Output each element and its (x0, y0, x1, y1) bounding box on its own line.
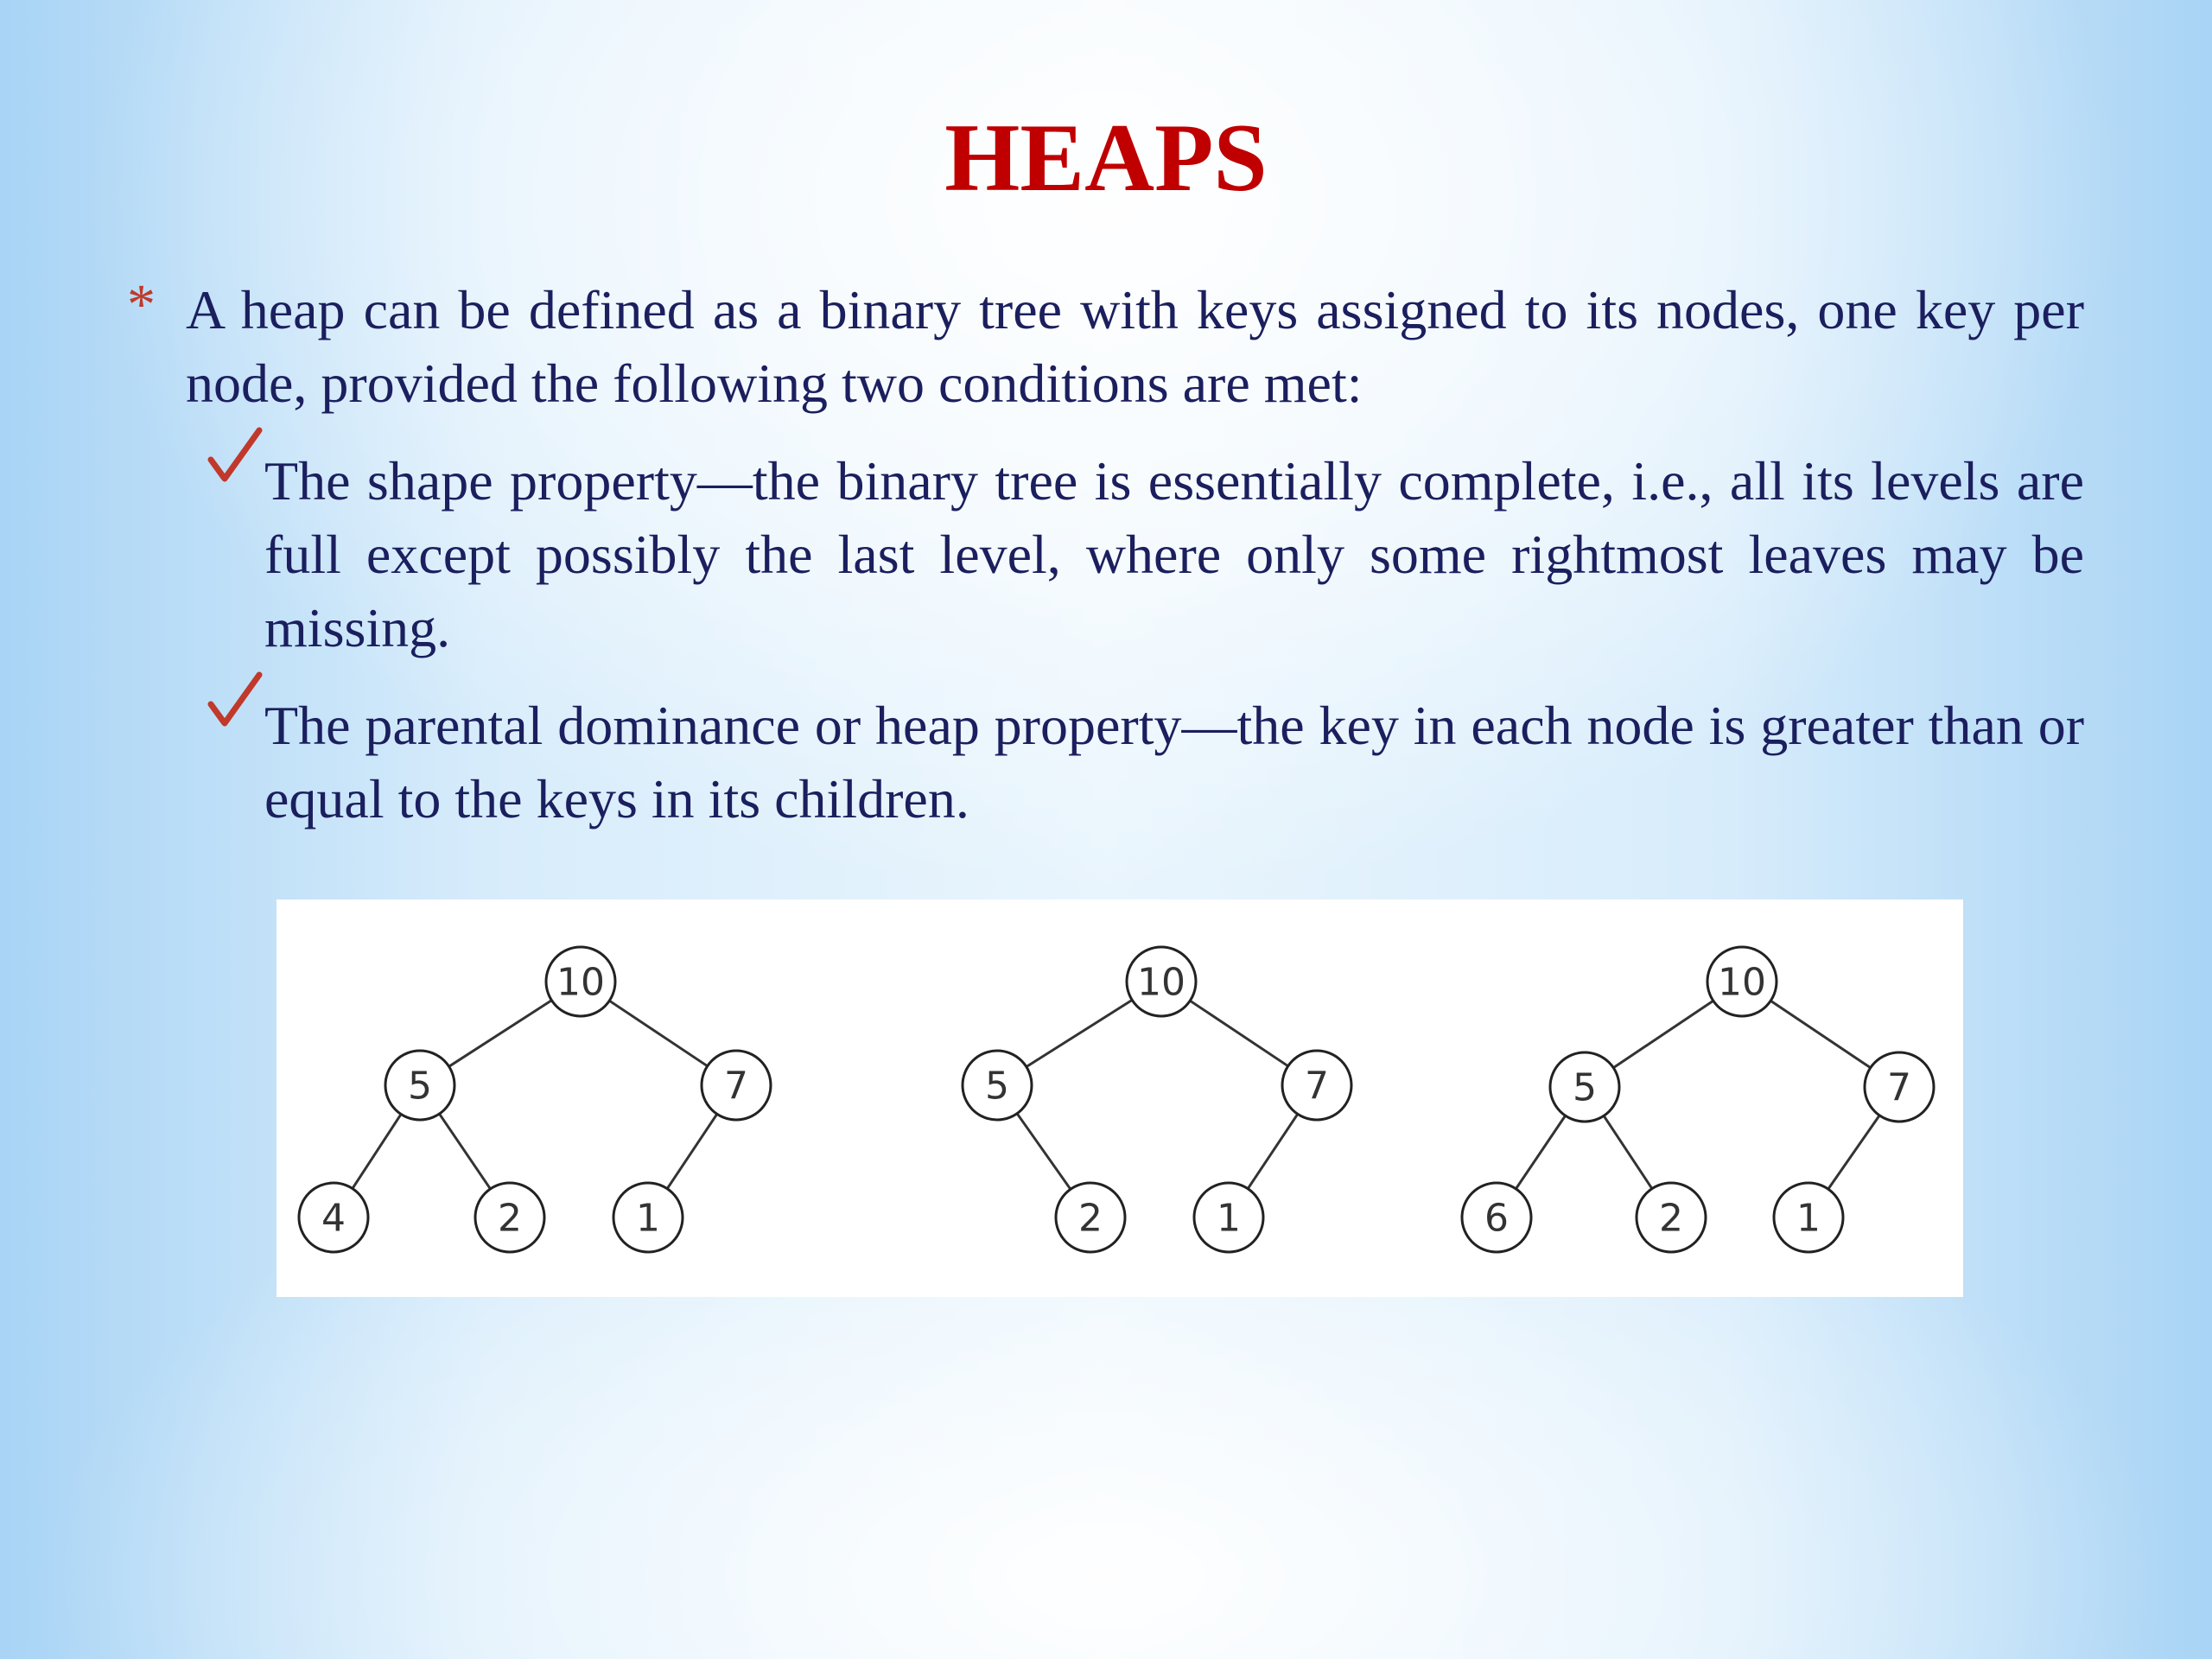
node-key: 5 (408, 1064, 432, 1109)
binary-tree-3 (1462, 947, 1934, 1252)
node-key: 2 (498, 1196, 522, 1241)
node-key: 4 (321, 1196, 346, 1241)
node-key: 1 (636, 1196, 660, 1241)
tree-edge (1828, 1116, 1879, 1189)
node-key: 1 (1217, 1196, 1241, 1241)
tree-node (475, 1183, 544, 1252)
tree-edge (1017, 1114, 1071, 1190)
tree-node (546, 947, 615, 1016)
node-key: 10 (556, 960, 605, 1005)
node-key: 6 (1484, 1196, 1509, 1241)
heap-property-text: The parental dominance or heap property—the key in each node is greater than or equal to the keys in its children. (264, 695, 2084, 830)
asterisk-bullet-icon: * (127, 273, 156, 336)
tree-edge (1248, 1114, 1298, 1188)
tree-node (1462, 1183, 1531, 1252)
node-key: 7 (1887, 1065, 1911, 1110)
node-key: 2 (1078, 1196, 1103, 1241)
checkmark-icon (206, 670, 264, 732)
node-key: 7 (1305, 1064, 1329, 1109)
tree-node (1282, 1051, 1351, 1120)
tree-edge (1027, 1000, 1132, 1066)
checkmark-icon (206, 425, 264, 487)
shape-property-text: The shape property—the binary tree is essentially complete, i.e., all its levels are full except possibly the last level, where only some rightmost leaves may be missing. (264, 450, 2084, 658)
tree-edge (1770, 1001, 1871, 1067)
tree-node (1637, 1183, 1706, 1252)
tree-node (299, 1183, 368, 1252)
heap-property-bullet (264, 689, 2084, 836)
tree-edge (609, 1001, 707, 1066)
tree-edge (439, 1114, 490, 1189)
tree-node (963, 1051, 1032, 1120)
tree-edge (1613, 1001, 1713, 1067)
tree-node (702, 1051, 771, 1120)
node-key: 5 (1573, 1065, 1597, 1110)
node-key: 5 (985, 1064, 1009, 1109)
tree-node (613, 1183, 683, 1252)
shape-property-bullet (264, 444, 2084, 664)
tree-edge (1516, 1116, 1565, 1189)
node-key: 10 (1718, 960, 1766, 1005)
tree-edge (449, 1001, 552, 1067)
intro-text: A heap can be defined as a binary tree with keys assigned to its nodes, one key per node, provided the following two conditions are met: (186, 279, 2084, 414)
tree-edge (1190, 1001, 1287, 1066)
node-key: 2 (1659, 1196, 1683, 1241)
tree-edge (1604, 1116, 1652, 1188)
intro-bullet (127, 273, 2084, 420)
tree-node (1707, 947, 1777, 1016)
tree-node (1056, 1183, 1125, 1252)
heap-examples-figure (276, 899, 1963, 1297)
tree-node (1774, 1183, 1843, 1252)
tree-node (1550, 1052, 1619, 1122)
tree-node (1127, 947, 1196, 1016)
tree-node (1865, 1052, 1934, 1122)
node-key: 10 (1137, 960, 1185, 1005)
node-key: 1 (1796, 1196, 1821, 1241)
tree-node (1194, 1183, 1263, 1252)
slide-title: HEAPS (944, 105, 1268, 212)
binary-tree-2 (963, 947, 1351, 1252)
binary-trees-diagram (276, 899, 1963, 1297)
binary-tree-1 (299, 947, 771, 1252)
tree-edge (353, 1114, 401, 1188)
tree-edge (667, 1114, 717, 1188)
node-key: 7 (724, 1064, 748, 1109)
tree-node (385, 1051, 454, 1120)
